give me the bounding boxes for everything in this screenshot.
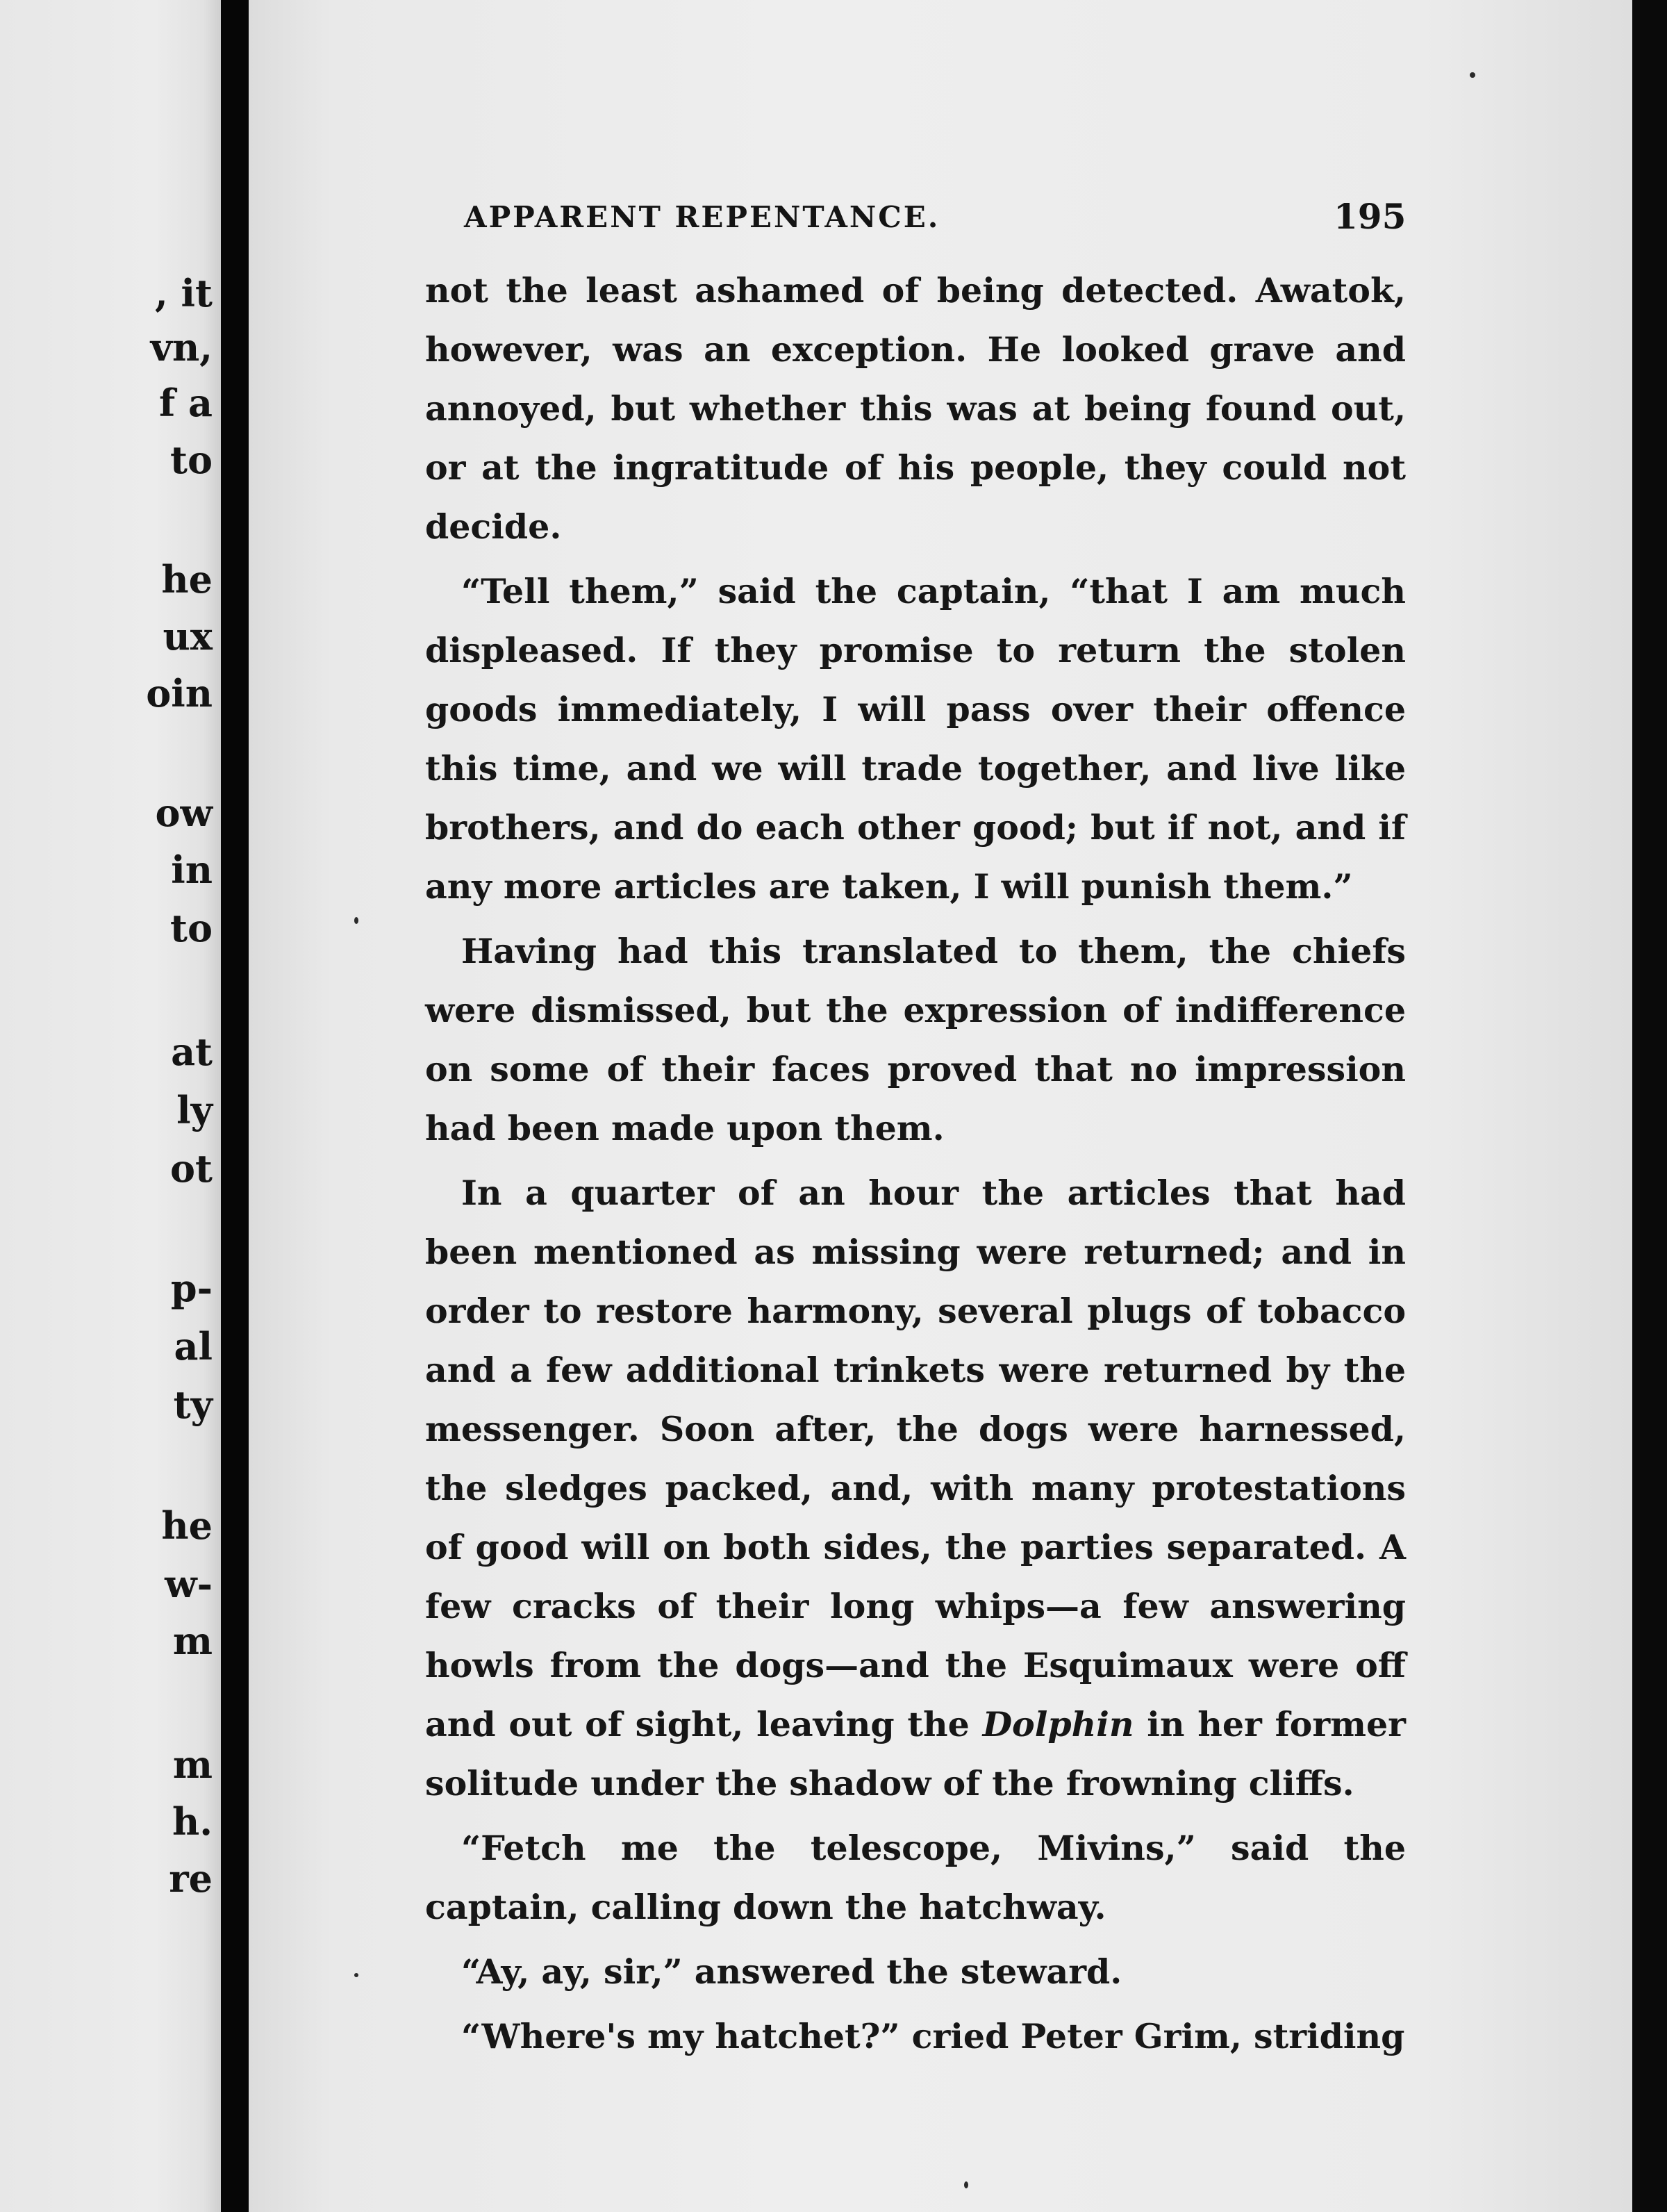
paragraph: “Ay, ay, sir,” answered the steward. xyxy=(461,1951,1122,1992)
running-head: APPARENT REPENTANCE. xyxy=(464,200,940,234)
facing-page-fragment: , it xyxy=(154,271,213,315)
body-text xyxy=(425,261,1407,2056)
facing-page-fragment: in xyxy=(171,848,213,892)
paragraph: “Tell them,” said the captain, “that I am much displeased. If they promise to return the stolen goods immediately, I will pass over their offence this time, and we will trade together, and live like brothers, and do each other good; but if not, and if any more articles are taken, I will punish them.” xyxy=(425,571,1406,907)
paragraph: “Fetch me the telescope, Mivins,” said the captain, calling down the hatchway. xyxy=(425,1828,1406,1927)
facing-page-fragment: to xyxy=(170,438,213,482)
facing-page-fragment: m xyxy=(172,1619,213,1663)
facing-page-fragment: ty xyxy=(173,1382,213,1427)
facing-page-fragment: ly xyxy=(176,1088,213,1132)
binding-gutter xyxy=(221,0,249,2212)
ship-name: Dolphin xyxy=(982,1704,1134,1744)
print-speck xyxy=(354,917,358,924)
facing-page-fragment: he xyxy=(161,557,213,602)
paragraph xyxy=(425,1164,1406,1813)
facing-page-fragment: at xyxy=(171,1030,213,1074)
facing-page-fragment: w- xyxy=(165,1562,213,1606)
facing-page-fragment: h. xyxy=(172,1799,213,1844)
facing-page-fragment: p- xyxy=(170,1266,213,1310)
page-number: 195 xyxy=(1334,196,1407,237)
paragraph: Having had this translated to them, the chiefs were dismissed, but the expression of indifference on some of their faces proved that no impression had been made upon them. xyxy=(425,931,1406,1148)
paragraph: “Where's my hatchet?” cried Peter Grim, striding xyxy=(461,2016,1405,2056)
paragraph-text: In a quarter of an hour the articles that had been mentioned as missing were returned; and in order to restore harmony, several plugs of tobacco and a few additional trinkets were returned by the messenger. Soon after, the dogs were harnessed, the sledges packed, and, with many protestations of good will on both sides, the parties separated. A few cracks of their long whips—a few answering howls from the dogs—and the Esquimaux were off and out of sight, leaving the xyxy=(425,1173,1406,1744)
facing-page-fragment: ot xyxy=(170,1146,213,1191)
facing-page-fragment: ux xyxy=(163,614,213,659)
paragraph: not the least ashamed of being detected. Awatok, however, was an exception. He looked grave and annoyed, but whether this was at being found out, or at the ingratitude of his people, they could not decide. xyxy=(425,270,1406,547)
facing-page-fragment: oin xyxy=(146,671,213,716)
facing-page-fragment: vn, xyxy=(150,325,213,370)
facing-page-fragment: m xyxy=(172,1742,213,1787)
facing-page-fragment: ow xyxy=(155,791,213,835)
print-speck xyxy=(1470,72,1475,78)
print-speck xyxy=(354,1973,358,1977)
facing-page-fragment: to xyxy=(170,906,213,950)
page-edge xyxy=(1632,0,1667,2212)
facing-page-fragment: he xyxy=(161,1503,213,1548)
print-speck xyxy=(964,2181,968,2188)
paragraph-text: in her former solitude under the shadow of the frowning cliffs. xyxy=(425,1704,1407,1804)
facing-page-left xyxy=(0,0,221,2212)
facing-page-fragment: re xyxy=(169,1856,213,1901)
facing-page-fragment: f a xyxy=(158,381,213,425)
facing-page-fragment: al xyxy=(174,1324,213,1369)
